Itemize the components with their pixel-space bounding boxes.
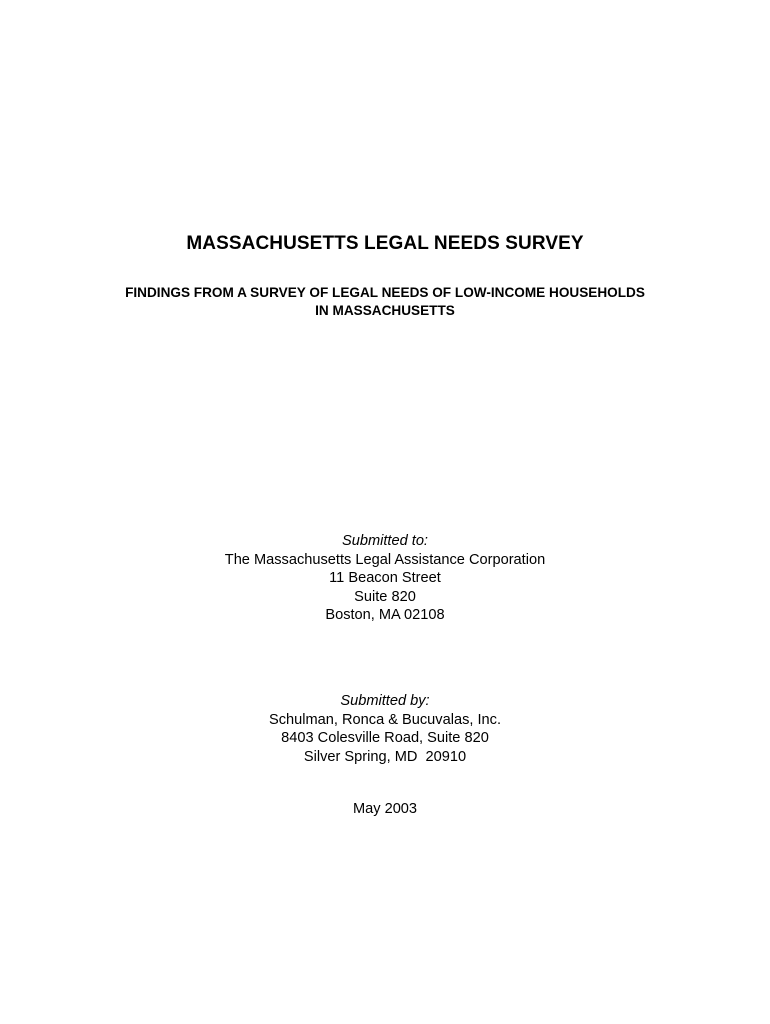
subtitle-line-2: IN MASSACHUSETTS (315, 303, 455, 318)
recipient-street: 11 Beacon Street (329, 570, 441, 586)
document-date: May 2003 (352, 801, 418, 817)
document-subtitle (0, 284, 770, 320)
recipient-city: Boston, MA 02108 (325, 607, 445, 623)
submitted-to-block (0, 532, 770, 625)
submitted-to-label: Submitted to: (342, 533, 428, 549)
submitter-city: Silver Spring, MD 20910 (303, 748, 467, 765)
submitted-by-label: Submitted by: (340, 693, 430, 709)
document-title: MASSACHUSETTS LEGAL NEEDS SURVEY (186, 233, 584, 254)
submitter-street: 8403 Colesville Road, Suite 820 (281, 730, 489, 746)
recipient-suite: Suite 820 (354, 588, 416, 605)
submitter-organization: Schulman, Ronca & Bucuvalas, Inc. (269, 711, 501, 728)
submitted-by-block (0, 692, 770, 766)
recipient-organization: The Massachusetts Legal Assistance Corporation (224, 551, 546, 568)
subtitle-line-1: FINDINGS FROM A SURVEY OF LEGAL NEEDS OF LOW-INCOME HOUSEHOLDS (125, 285, 645, 300)
